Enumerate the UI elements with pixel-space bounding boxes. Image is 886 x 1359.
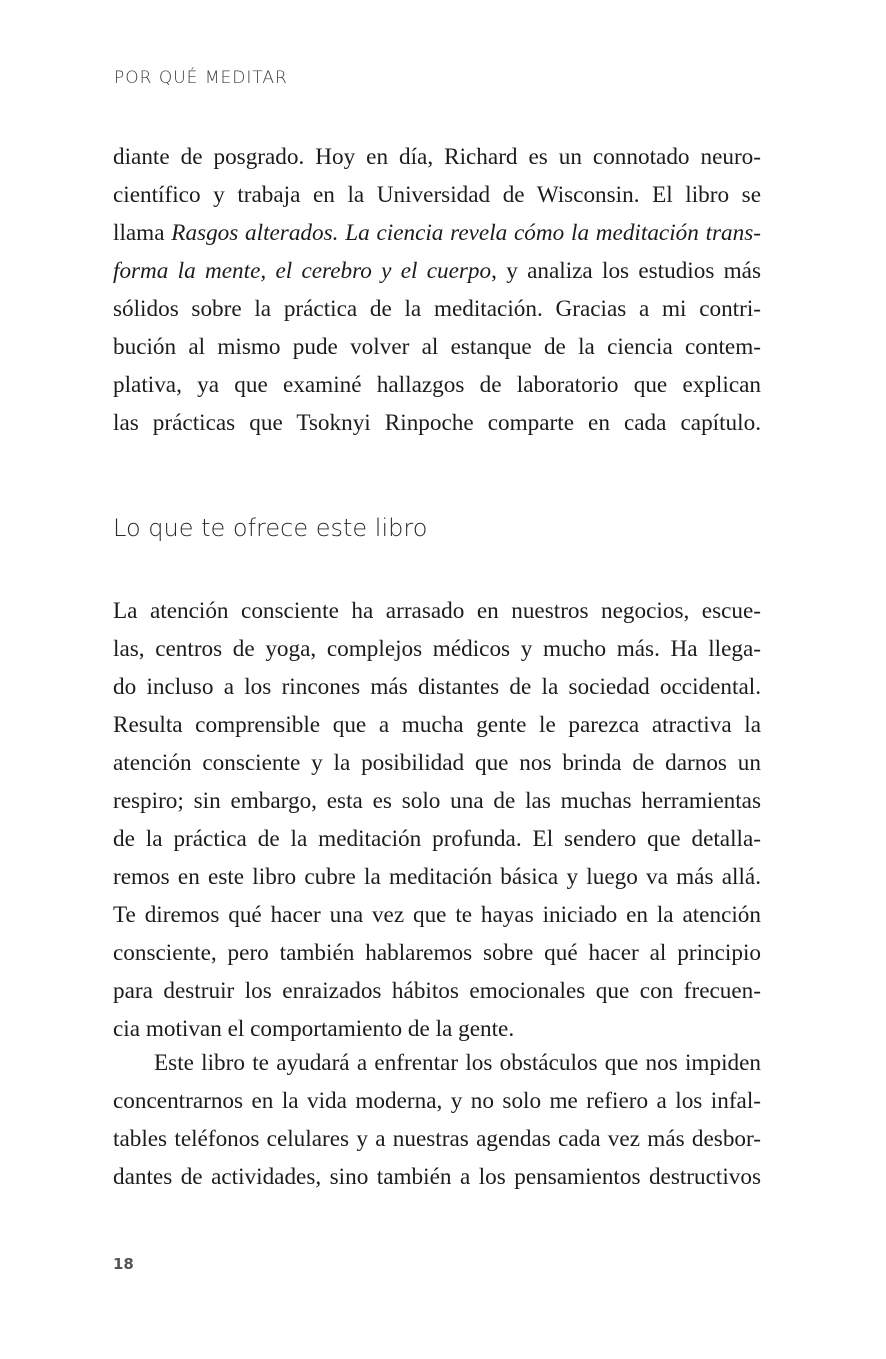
text-line: atención consciente y la posibilidad que nos brinda de darnos un bbox=[113, 750, 761, 776]
text-line: plativa, ya que examiné hallazgos de laboratorio que explican bbox=[113, 372, 761, 398]
text-line: concentrarnos en la vida moderna, y no solo me refiero a los infal- bbox=[113, 1088, 761, 1114]
text-line: Este libro te ayudará a enfrentar los obstáculos que nos impiden bbox=[154, 1050, 761, 1076]
text-line: Te diremos qué hacer una vez que te hayas iniciado en la atención bbox=[113, 902, 761, 928]
text-line: consciente, pero también hablaremos sobre qué hacer al principio bbox=[113, 940, 761, 966]
text-line: diante de posgrado. Hoy en día, Richard es un connotado neuro- bbox=[113, 144, 761, 170]
text-line: para destruir los enraizados hábitos emocionales que con frecuen- bbox=[113, 978, 761, 1004]
text-line: dantes de actividades, sino también a los pensamientos destructivos bbox=[113, 1164, 761, 1190]
text-span: llama bbox=[113, 220, 172, 246]
text-line bbox=[113, 256, 761, 286]
text-line: remos en este libro cubre la meditación básica y luego va más allá. bbox=[113, 864, 761, 890]
text-line bbox=[113, 218, 761, 248]
book-title-italic: forma la mente, el cerebro y el cuerpo bbox=[113, 258, 492, 284]
text-line: respiro; sin embargo, esta es solo una de las muchas herramientas bbox=[113, 788, 761, 814]
text-line: de la práctica de la meditación profunda. El sendero que detalla- bbox=[113, 826, 761, 852]
text-line: do incluso a los rincones más distantes de la sociedad occidental. bbox=[113, 674, 761, 700]
text-line: tables teléfonos celulares y a nuestras agendas cada vez más desbor- bbox=[113, 1126, 761, 1152]
running-head: POR QUÉ MEDITAR bbox=[114, 68, 288, 88]
text-line: las prácticas que Tsoknyi Rinpoche comparte en cada capítulo. bbox=[113, 410, 761, 436]
text-line: científico y trabaja en la Universidad de Wisconsin. El libro se bbox=[113, 182, 761, 208]
text-line: La atención consciente ha arrasado en nuestros negocios, escue- bbox=[113, 598, 761, 624]
section-heading: Lo que te ofrece este libro bbox=[113, 514, 428, 542]
text-line: cia motivan el comportamiento de la gente. bbox=[113, 1016, 515, 1042]
book-title-italic: Rasgos alterados. La ciencia revela cómo la meditación trans- bbox=[171, 220, 761, 246]
text-line: Resulta comprensible que a mucha gente le parezca atractiva la bbox=[113, 712, 761, 738]
text-span: , y analiza los estudios más bbox=[491, 258, 761, 284]
text-line: sólidos sobre la práctica de la meditación. Gracias a mi contri- bbox=[113, 296, 761, 322]
text-line: bución al mismo pude volver al estanque de la ciencia contem- bbox=[113, 334, 761, 360]
page-number: 18 bbox=[113, 1255, 134, 1273]
text-line: las, centros de yoga, complejos médicos y mucho más. Ha llega- bbox=[113, 636, 761, 662]
